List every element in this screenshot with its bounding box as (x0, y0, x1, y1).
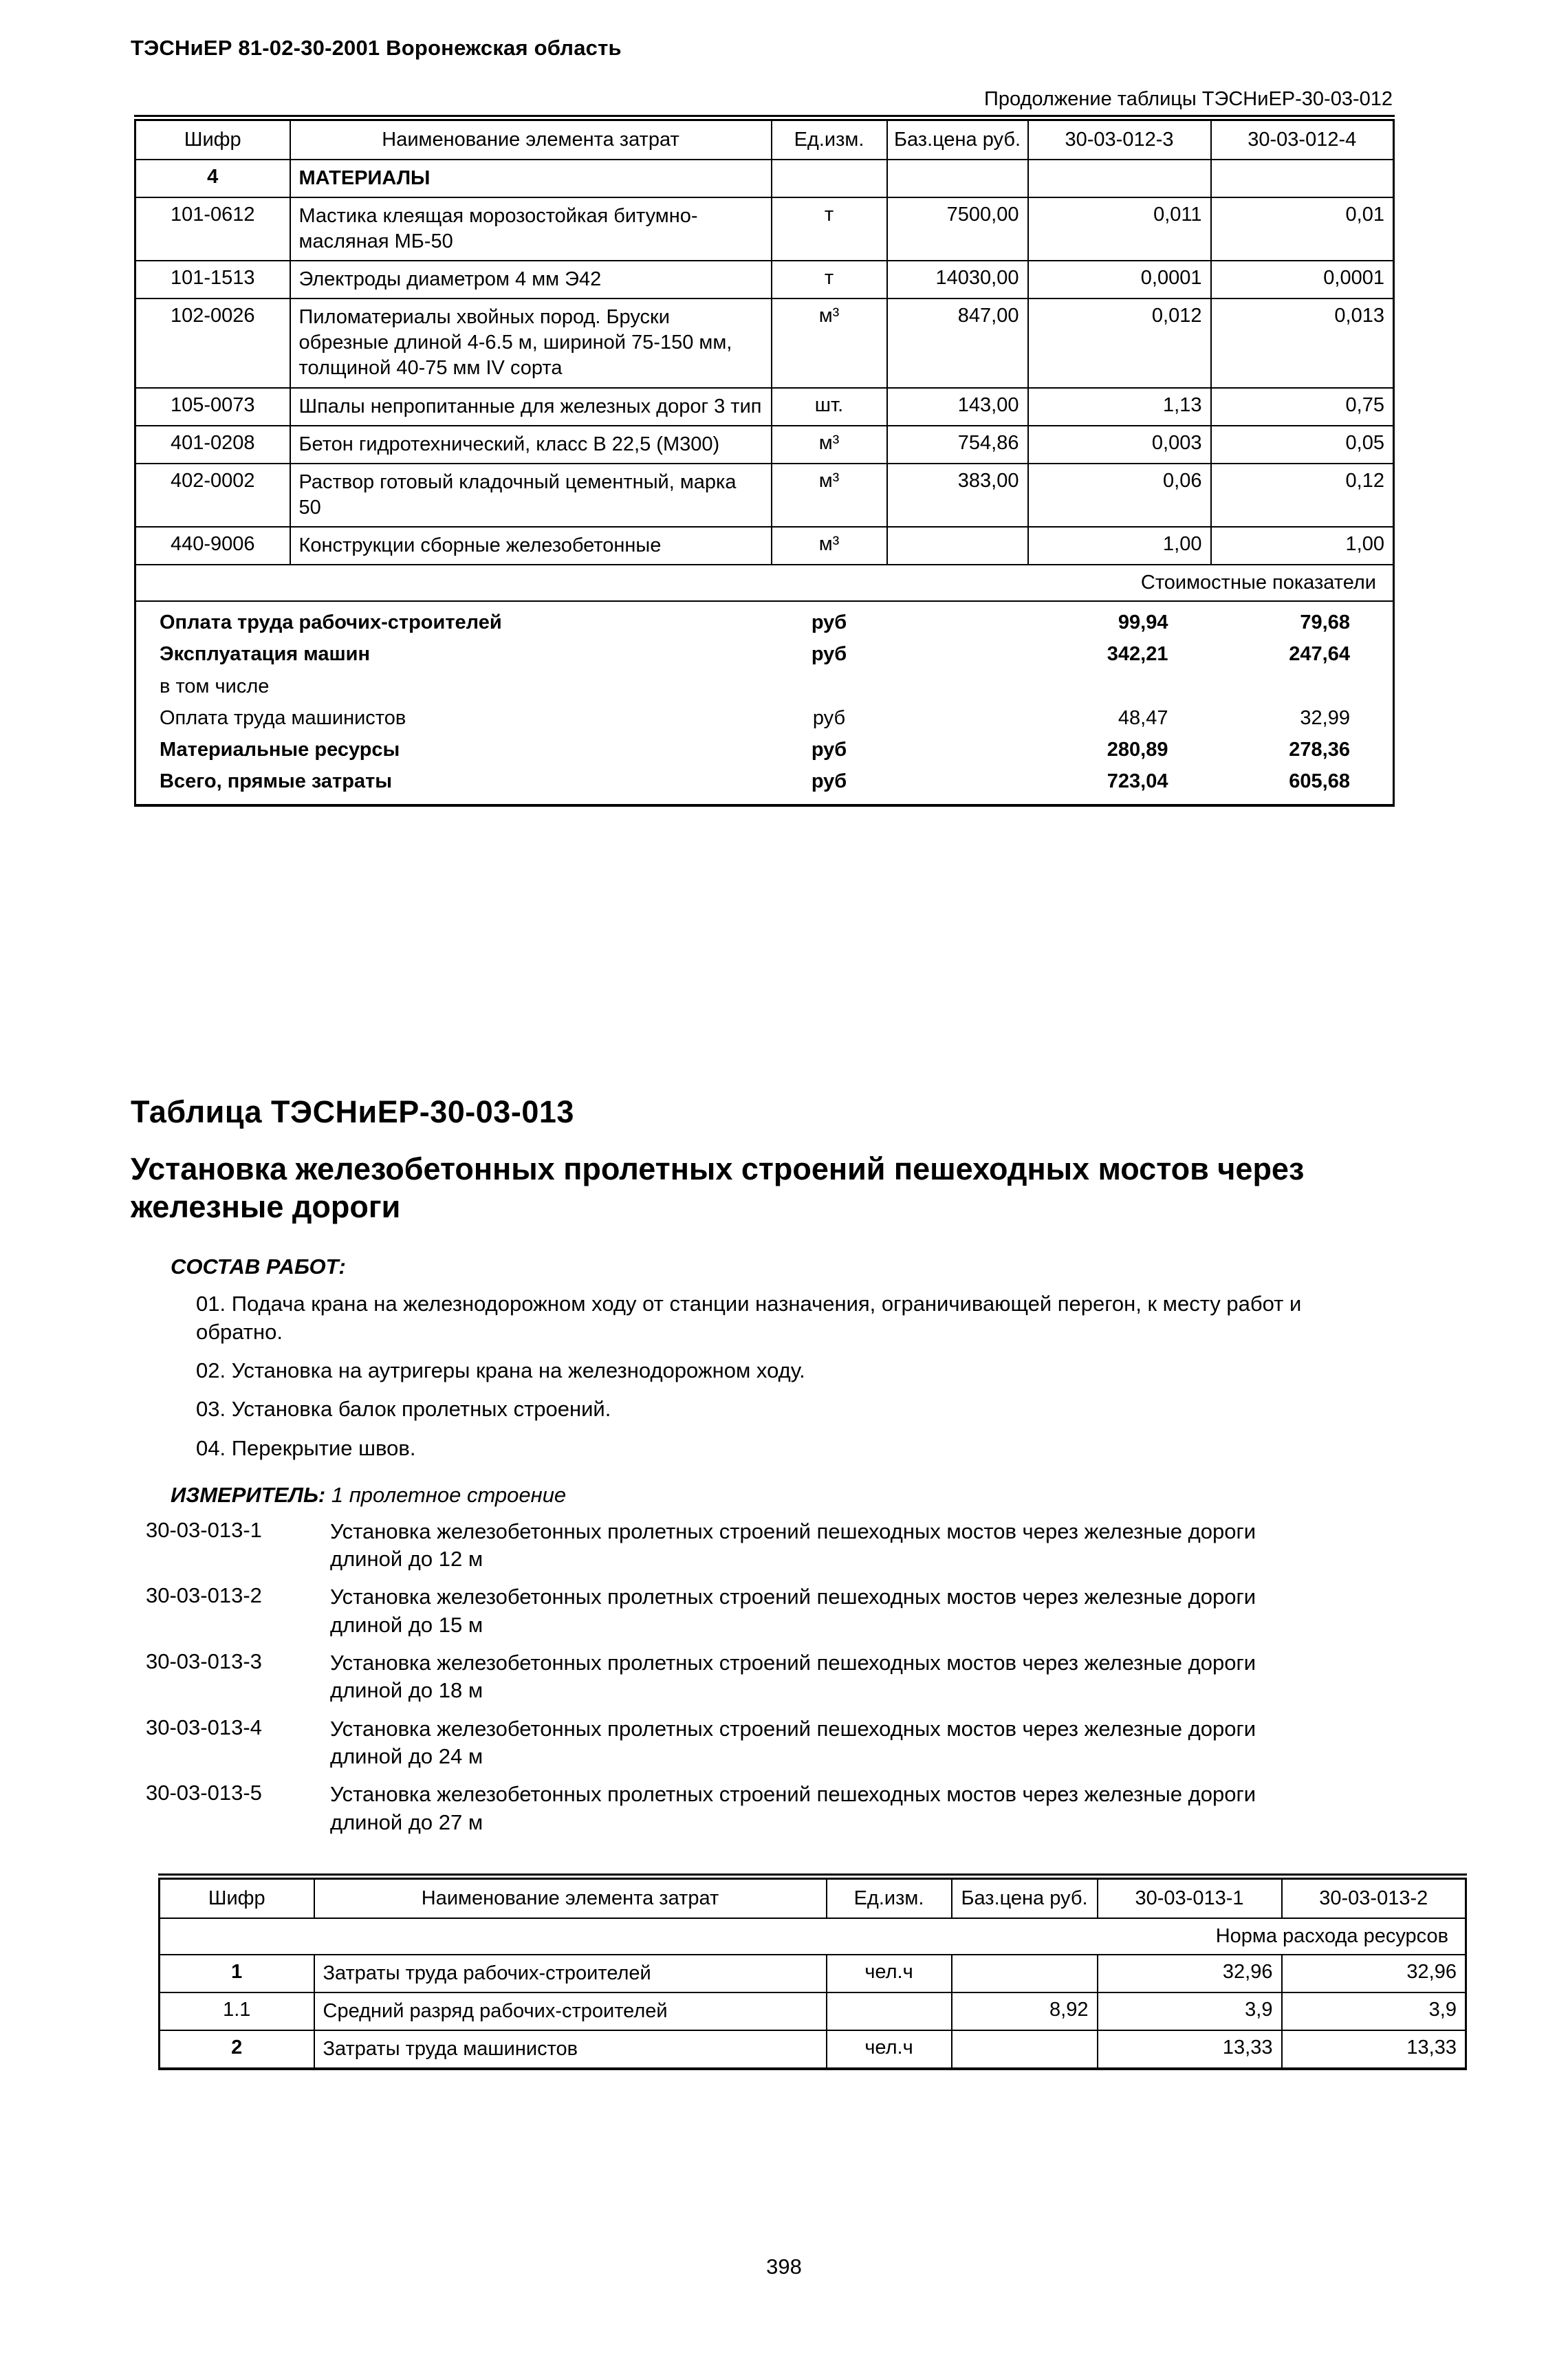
cell-name: Электроды диаметром 4 мм Э42 (290, 261, 772, 298)
column-header-013-1: 30-03-013-1 (1098, 1876, 1282, 1918)
norm-item-code: 30-03-013-3 (146, 1649, 262, 1674)
column-header-unit: Ед.изм. (772, 118, 887, 160)
norm-item-code: 30-03-013-5 (146, 1781, 262, 1805)
column-header-base-price: Баз.цена руб. (887, 118, 1028, 160)
cell-unit: м³ (772, 298, 887, 387)
summary-price (887, 765, 1028, 805)
summary-value-2: 278,36 (1289, 739, 1350, 761)
summary-label: Оплата труда машинистов (160, 706, 406, 729)
table-row (135, 197, 1394, 261)
cell-value-2: 0,75 (1211, 388, 1394, 426)
cell-price (952, 2030, 1098, 2069)
summary-price (887, 601, 1028, 638)
table-012-header-row (135, 118, 1394, 160)
cell-value-2: 0,013 (1211, 298, 1394, 387)
work-item-04: 04. Перекрытие швов. (196, 1435, 416, 1460)
cell-value-1: 3,9 (1098, 1992, 1282, 2030)
cell-unit: т (772, 261, 887, 298)
cell-price: 7500,00 (887, 197, 1028, 261)
summary-unit: руб (811, 770, 847, 793)
cell-code: 101-1513 (135, 261, 290, 298)
cell-price (887, 527, 1028, 565)
summary-label: в том числе (160, 675, 270, 697)
work-item-03: 03. Установка балок пролетных строений. (196, 1397, 611, 1422)
summary-value-1: 280,89 (1107, 739, 1168, 761)
column-header-code: Шифр (160, 1876, 314, 1918)
summary-price (887, 734, 1028, 765)
resource-norm-label: Норма расхода ресурсов (160, 1918, 1466, 1955)
cell-unit: чел.ч (827, 1955, 952, 1992)
cell-code: 401-0208 (135, 426, 290, 464)
cell-name: Затраты труда машинистов (314, 2030, 827, 2069)
summary-value-1: 342,21 (1107, 643, 1168, 666)
norm-item (146, 1715, 1568, 1771)
cell-price: 143,00 (887, 388, 1028, 426)
table-013-heading: Таблица ТЭСНиЕР-30-03-013 (131, 1094, 574, 1129)
cell-unit: чел.ч (827, 2030, 952, 2069)
norm-item (146, 1649, 1568, 1705)
cell-code: 402-0002 (135, 464, 290, 527)
resource-norm-banner (160, 1918, 1466, 1955)
cell-name: Конструкции сборные железобетонные (290, 527, 772, 565)
cost-indicators-banner (135, 565, 1394, 601)
meter-line (171, 1483, 1568, 1508)
table-row (160, 1955, 1466, 1992)
cell-value-1: 0,012 (1028, 298, 1211, 387)
cell-value-1: 0,003 (1028, 426, 1211, 464)
norm-item-text: Установка железобетонных пролетных строений пешеходных мостов через железные дороги длиной до 27 м (330, 1782, 1256, 1834)
meter-value: 1 пролетное строение (331, 1482, 567, 1507)
summary-value-1: 99,94 (1118, 611, 1168, 634)
column-header-unit: Ед.изм. (827, 1876, 952, 1918)
cell-value-1: 0,011 (1028, 197, 1211, 261)
cell-name: Затраты труда рабочих-строителей (314, 1955, 827, 1992)
column-header-012-4: 30-03-012-4 (1211, 118, 1394, 160)
summary-value-1: 48,47 (1118, 706, 1168, 729)
norm-item-code: 30-03-013-2 (146, 1583, 262, 1608)
cell-value-1: 0,0001 (1028, 261, 1211, 298)
cell-name: Бетон гидротехнический, класс В 22,5 (М300) (290, 426, 772, 464)
summary-unit: руб (812, 706, 846, 729)
summary-value-2: 605,68 (1289, 770, 1350, 793)
cell-value-2 (1211, 160, 1394, 197)
cell-price: 754,86 (887, 426, 1028, 464)
cell-unit: м³ (772, 464, 887, 527)
cell-value-2: 32,96 (1282, 1955, 1466, 1992)
table-row (135, 298, 1394, 387)
cell-price: 383,00 (887, 464, 1028, 527)
norm-item (146, 1518, 1568, 1574)
table-012 (134, 115, 1395, 807)
summary-value-1: 723,04 (1107, 770, 1168, 793)
cost-indicators-label: Стоимостные показатели (135, 565, 1394, 601)
summary-price (887, 638, 1028, 670)
cell-code: 2 (160, 2030, 314, 2069)
cell-value-2: 0,0001 (1211, 261, 1394, 298)
column-header-code: Шифр (135, 118, 290, 160)
cell-code: 1 (160, 1955, 314, 1992)
cell-name: Мастика клеящая морозостойкая битумно-масляная МБ-50 (290, 197, 772, 261)
summary-unit (772, 671, 887, 702)
summary-value-2: 247,64 (1289, 643, 1350, 666)
cell-unit: т (772, 197, 887, 261)
cell-value-2: 3,9 (1282, 1992, 1466, 2030)
cell-name: Раствор готовый кладочный цементный, марка 50 (290, 464, 772, 527)
cell-price: 14030,00 (887, 261, 1028, 298)
cell-value-1: 13,33 (1098, 2030, 1282, 2069)
cell-name: Пиломатериалы хвойных пород. Бруски обрезные длиной 4-6.5 м, шириной 75-150 мм, толщиной 40-75 мм IV сорта (290, 298, 772, 387)
cell-price: 8,92 (952, 1992, 1098, 2030)
table-row (135, 426, 1394, 464)
summary-value-1 (1028, 671, 1211, 702)
cell-name: Средний разряд рабочих-строителей (314, 1992, 827, 2030)
summary-unit: руб (811, 739, 847, 761)
cell-unit (827, 1992, 952, 2030)
table-013-description: Установка железобетонных пролетных строений пешеходных мостов через железные дороги (131, 1151, 1305, 1224)
table-012-continuation-caption: Продолжение таблицы ТЭСНиЕР-30-03-012 (984, 88, 1393, 110)
cell-price: 847,00 (887, 298, 1028, 387)
cell-code: 101-0612 (135, 197, 290, 261)
column-header-name: Наименование элемента затрат (314, 1876, 827, 1918)
table-row (135, 388, 1394, 426)
document-header: ТЭСНиЕР 81-02-30-2001 Воронежская область (131, 36, 622, 60)
column-header-013-2: 30-03-013-2 (1282, 1876, 1466, 1918)
table-013-header-row (160, 1876, 1466, 1918)
summary-row (135, 734, 1394, 765)
table-row (135, 261, 1394, 298)
page-number: 398 (766, 2255, 802, 2279)
column-header-012-3: 30-03-012-3 (1028, 118, 1211, 160)
summary-label: Эксплуатация машин (160, 643, 371, 666)
summary-unit: руб (811, 643, 847, 666)
summary-label: Всего, прямые затраты (160, 770, 393, 793)
summary-label: Оплата труда рабочих-строителей (160, 611, 502, 634)
cell-code: 440-9006 (135, 527, 290, 565)
cell-name: Шпалы непропитанные для железных дорог 3 тип (290, 388, 772, 426)
norm-item-text: Установка железобетонных пролетных строений пешеходных мостов через железные дороги длиной до 24 м (330, 1716, 1256, 1768)
table-row (160, 1992, 1466, 2030)
summary-unit: руб (811, 611, 847, 634)
table-row (135, 464, 1394, 527)
cell-code: 1.1 (160, 1992, 314, 2030)
summary-row-total (135, 765, 1394, 805)
summary-value-2: 79,68 (1300, 611, 1350, 634)
cell-unit: м³ (772, 527, 887, 565)
table-013 (158, 1873, 1467, 2070)
summary-label: Материальные ресурсы (160, 739, 400, 761)
section-row-materials (135, 160, 1394, 197)
cell-unit: шт. (772, 388, 887, 426)
norm-item-code: 30-03-013-4 (146, 1715, 262, 1739)
summary-value-2: 32,99 (1300, 706, 1350, 729)
summary-price (887, 671, 1028, 702)
cell-value-2: 13,33 (1282, 2030, 1466, 2069)
meter-label: ИЗМЕРИТЕЛЬ: (171, 1482, 326, 1507)
cell-value-1: 1,13 (1028, 388, 1211, 426)
cell-value-1: 0,06 (1028, 464, 1211, 527)
summary-row (135, 601, 1394, 638)
norm-item (146, 1583, 1568, 1639)
cell-value-2: 1,00 (1211, 527, 1394, 565)
works-composition-label: СОСТАВ РАБОТ: (171, 1254, 346, 1279)
norm-item (146, 1781, 1568, 1836)
cell-price (952, 1955, 1098, 1992)
summary-row (135, 702, 1394, 734)
norm-item-text: Установка железобетонных пролетных строений пешеходных мостов через железные дороги длиной до 18 м (330, 1651, 1256, 1703)
cell-unit (772, 160, 887, 197)
cell-value-1: 1,00 (1028, 527, 1211, 565)
cell-code: 105-0073 (135, 388, 290, 426)
cell-value-1 (1028, 160, 1211, 197)
summary-value-2 (1211, 671, 1394, 702)
norm-item-text: Установка железобетонных пролетных строений пешеходных мостов через железные дороги длиной до 12 м (330, 1519, 1256, 1572)
summary-row (135, 671, 1394, 702)
column-header-name: Наименование элемента затрат (290, 118, 772, 160)
summary-row (135, 638, 1394, 670)
norm-item-text: Установка железобетонных пролетных строений пешеходных мостов через железные дороги длиной до 15 м (330, 1585, 1256, 1637)
cell-code: 4 (135, 160, 290, 197)
column-header-base-price: Баз.цена руб. (952, 1876, 1098, 1918)
summary-price (887, 702, 1028, 734)
cell-value-2: 0,12 (1211, 464, 1394, 527)
cell-code: 102-0026 (135, 298, 290, 387)
cell-name: МАТЕРИАЛЫ (290, 160, 772, 197)
cell-value-2: 0,01 (1211, 197, 1394, 261)
cell-unit: м³ (772, 426, 887, 464)
cell-value-1: 32,96 (1098, 1955, 1282, 1992)
work-item-01: 01. Подача крана на железнодорожном ходу от станции назначения, ограничивающей перегон, к месту работ и обратно. (196, 1292, 1302, 1344)
cell-price (887, 160, 1028, 197)
work-item-02: 02. Установка на аутригеры крана на железнодорожном ходу. (196, 1358, 805, 1382)
cell-value-2: 0,05 (1211, 426, 1394, 464)
table-row (160, 2030, 1466, 2069)
norm-item-code: 30-03-013-1 (146, 1517, 262, 1542)
table-row (135, 527, 1394, 565)
